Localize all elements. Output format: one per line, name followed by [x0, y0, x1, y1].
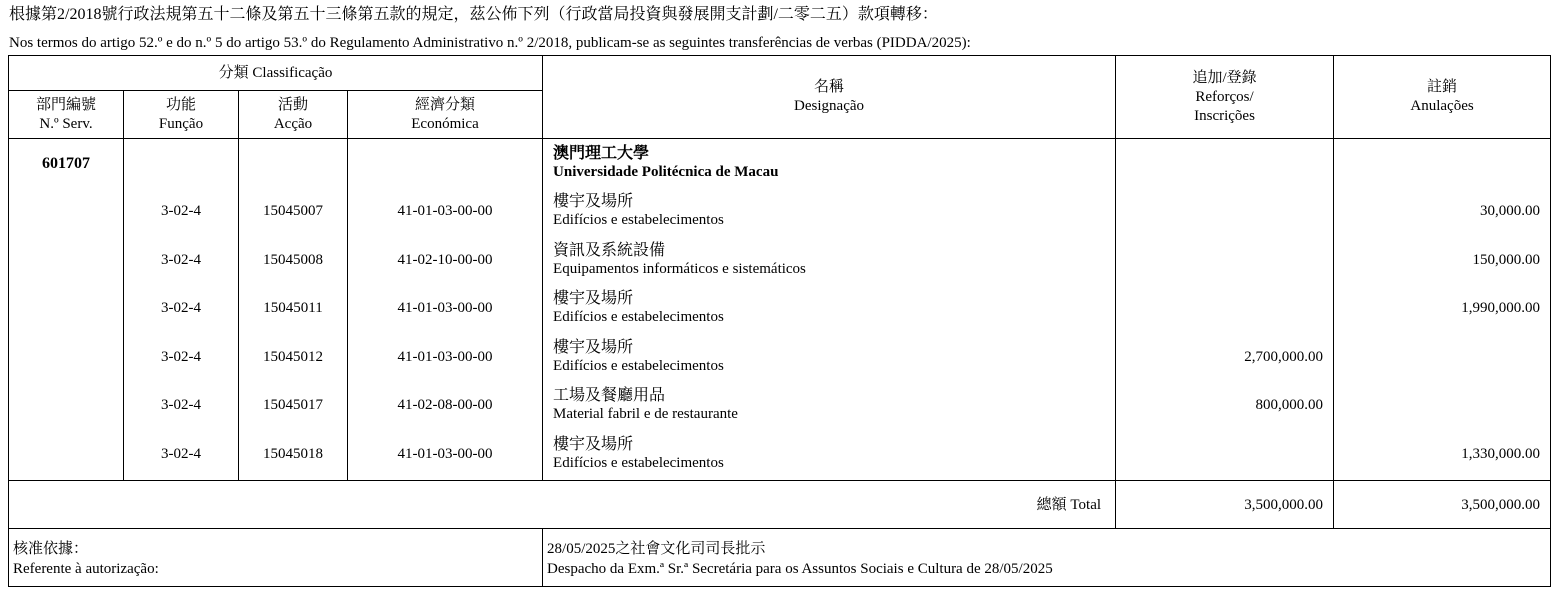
service-name-pt: Universidade Politécnica de Macau [553, 164, 779, 180]
designacao-item [543, 187, 1115, 236]
cell-anulacoes: 1,330,000.00 [1461, 445, 1541, 462]
designacao-pt: Edifícios e estabelecimentos [553, 454, 724, 471]
designacao-pt: Equipamentos informáticos e sistemáticos [553, 260, 806, 277]
designacao-item [543, 284, 1115, 333]
col-funcao [124, 139, 239, 481]
body-row [9, 139, 1551, 481]
cell-anulacoes: 30,000.00 [1480, 203, 1541, 220]
header-reforcos-pt2: Inscrições [1194, 107, 1255, 124]
cell-funcao: 3-02-4 [161, 397, 201, 414]
header-reforcos-zh: 追加/登錄 [1192, 69, 1257, 86]
cell-accao: 15045018 [263, 445, 323, 462]
cell-reforcos [1116, 236, 1333, 285]
authorization-text-pt: Despacho da Exm.ª Sr.ª Secretária para os Assuntos Sociais e Cultura de 28/05/2025 [547, 561, 1053, 577]
designacao-pt: Material fabril e de restaurante [553, 406, 738, 423]
header-funcao-pt: Função [158, 115, 204, 132]
header-reforcos-pt1: Reforços/ [1195, 88, 1254, 105]
cell-accao: 15045011 [263, 300, 323, 317]
cell-economica: 41-01-03-00-00 [397, 348, 493, 365]
cell-economica: 41-01-03-00-00 [397, 445, 493, 462]
designacao-pt: Edifícios e estabelecimentos [553, 357, 724, 374]
designacao-zh: 樓宇及場所 [553, 435, 634, 453]
cell-funcao: 3-02-4 [161, 445, 201, 462]
header-row-1 [9, 56, 1551, 91]
header-funcao [124, 91, 239, 139]
total-row [9, 481, 1551, 529]
header-designacao [543, 56, 1116, 139]
designacao-item [543, 381, 1115, 430]
col-economica [348, 139, 543, 481]
cell-reforcos: 800,000.00 [1255, 397, 1324, 414]
cell-accao: 15045007 [263, 203, 323, 220]
designacao-item [543, 430, 1115, 479]
designacao-zh: 資訊及系統設備 [553, 241, 666, 259]
cell-economica: 41-02-08-00-00 [397, 397, 493, 414]
authorization-label-zh: 核准依據： [13, 541, 89, 557]
designacao-pt: Edifícios e estabelecimentos [553, 309, 724, 326]
designacao-item [543, 236, 1115, 285]
cell-anulacoes: 150,000.00 [1472, 251, 1541, 268]
header-accao [239, 91, 348, 139]
authorization-label [9, 529, 543, 587]
col-designacao [543, 139, 1116, 481]
header-accao-pt: Acção [273, 115, 313, 132]
service-code: 601707 [9, 139, 124, 481]
col-accao [239, 139, 348, 481]
total-label: 總額 Total [9, 481, 1116, 529]
cell-economica: 41-01-03-00-00 [397, 203, 493, 220]
cell-funcao: 3-02-4 [161, 300, 201, 317]
designacao-item [543, 333, 1115, 382]
service-name [543, 139, 1115, 187]
header-anulacoes [1334, 56, 1551, 139]
header-anulacoes-pt: Anulações [1410, 98, 1474, 114]
cell-funcao: 3-02-4 [161, 203, 201, 220]
header-funcao-zh: 功能 [165, 96, 196, 113]
header-reforcos [1116, 56, 1334, 139]
header-serv [9, 91, 124, 139]
authorization-label-pt: Referente à autorização: [13, 561, 159, 577]
header-serv-pt: N.º Serv. [39, 115, 93, 132]
header-accao-zh: 活動 [277, 96, 308, 113]
cell-reforcos [1116, 187, 1333, 236]
intro-portuguese: Nos termos do artigo 52.º e do n.º 5 do artigo 53.º do Regulamento Administrativo n.º 2/2018, publicam-se as seguintes transferências de verbas (PIDDA/2025): [9, 35, 971, 51]
header-economica [348, 91, 543, 139]
cell-reforcos [1116, 284, 1333, 333]
cell-economica: 41-02-10-00-00 [397, 251, 493, 268]
header-anulacoes-zh: 註銷 [1427, 79, 1458, 95]
cell-accao: 15045008 [263, 251, 323, 268]
intro-chinese: 根據第2/2018號行政法規第五十二條及第五十三條第五款的規定，茲公佈下列（行政當局投資與發展開支計劃/二零二五）款項轉移： [9, 6, 938, 23]
col-anulacoes [1334, 139, 1551, 481]
designacao-zh: 樓宇及場所 [553, 338, 634, 356]
authorization-text-zh: 28/05/2025之社會文化司司長批示 [547, 541, 766, 557]
header-designacao-pt: Designação [794, 98, 865, 114]
service-name-zh: 澳門理工大學 [553, 145, 650, 162]
header-economica-pt: Económica [411, 115, 479, 132]
col-reforcos [1116, 139, 1334, 481]
cell-accao: 15045017 [263, 397, 323, 414]
authorization-text [543, 529, 1551, 587]
cell-economica: 41-01-03-00-00 [397, 300, 493, 317]
designacao-zh: 樓宇及場所 [553, 290, 634, 308]
designacao-zh: 工場及餐廳用品 [553, 387, 666, 405]
header-classificacao: 分類 Classificação [9, 56, 543, 91]
cell-anulacoes [1334, 381, 1550, 430]
cell-accao: 15045012 [263, 348, 323, 365]
authorization-row [9, 529, 1551, 587]
header-serv-zh: 部門編號 [35, 96, 96, 113]
total-reforcos: 3,500,000.00 [1116, 481, 1334, 529]
designacao-zh: 樓宇及場所 [553, 193, 634, 211]
cell-anulacoes [1334, 333, 1550, 382]
transfer-table [8, 55, 1551, 587]
cell-funcao: 3-02-4 [161, 348, 201, 365]
cell-anulacoes: 1,990,000.00 [1461, 300, 1541, 317]
cell-reforcos: 2,700,000.00 [1244, 348, 1324, 365]
header-designacao-zh: 名稱 [814, 79, 845, 95]
total-anulacoes: 3,500,000.00 [1334, 481, 1551, 529]
cell-reforcos [1116, 430, 1333, 479]
cell-funcao: 3-02-4 [161, 251, 201, 268]
designacao-pt: Edifícios e estabelecimentos [553, 212, 724, 229]
header-economica-zh: 經濟分類 [415, 96, 476, 113]
